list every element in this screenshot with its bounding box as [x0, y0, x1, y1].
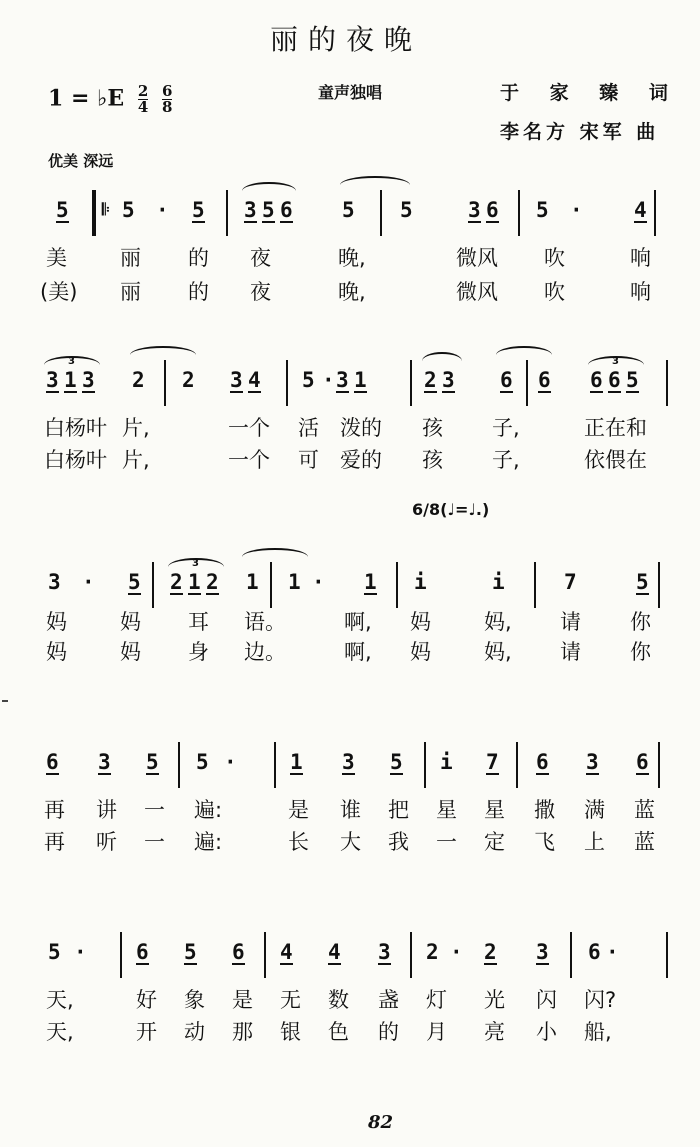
tie [340, 176, 410, 194]
note-high: i [440, 750, 453, 774]
note: 5 [146, 750, 159, 774]
lyric: 耳 [188, 610, 209, 634]
note: 5 [48, 940, 61, 964]
lyric: 夜 [250, 280, 271, 304]
lyric: 闪 [536, 988, 557, 1012]
lyric: 语。 [244, 610, 286, 634]
note: 5 [626, 368, 639, 392]
tie [242, 548, 308, 566]
barline [526, 360, 528, 406]
lyric: 请 [560, 640, 581, 664]
lyric: 亮 [484, 1020, 505, 1044]
lyric: 边。 [244, 640, 286, 664]
note: 3 [536, 940, 549, 964]
note: 1 [354, 368, 367, 392]
lyric: 谁 [340, 798, 361, 822]
lyric: 可 [298, 448, 319, 472]
lyric: 灯 [426, 988, 447, 1012]
lyric: 啊, [344, 610, 372, 634]
note: 2 [484, 940, 497, 964]
lyrics-verse-1 [40, 412, 670, 442]
lyric: 天, [46, 988, 74, 1012]
composer-credit: 李名方 宋军 曲 [500, 121, 660, 143]
lyric: 上 [584, 830, 605, 854]
score-system-5 [40, 932, 670, 978]
lyric: 遍: [194, 830, 223, 854]
barline [534, 562, 536, 608]
lyric: 白杨叶 [44, 416, 107, 440]
lyric: 活 [298, 416, 319, 440]
note: 3 [336, 368, 349, 392]
note: 6 [46, 750, 59, 774]
note: 6 [538, 368, 551, 392]
lyric: 子, [492, 448, 520, 472]
score-system-2 [40, 356, 670, 406]
lyric: 妈, [484, 640, 512, 664]
lyric: 微风 [456, 246, 498, 270]
key-text: 1 = ♭E [48, 85, 125, 112]
lyric: 身 [188, 640, 209, 664]
lyric: 依偎在 [584, 448, 647, 472]
note: 1 [290, 750, 303, 774]
lyric: 撒 [534, 798, 555, 822]
lyric: 白杨叶 [44, 448, 107, 472]
lyric: 一个 [228, 416, 270, 440]
note: 5 [302, 368, 315, 392]
note: 1 [364, 570, 377, 594]
lyric: 丽 [120, 280, 141, 304]
note: 6 [500, 368, 513, 392]
barline [424, 742, 426, 788]
lyric: 遍: [194, 798, 223, 822]
note: 7 [486, 750, 499, 774]
lyric: 定 [484, 830, 505, 854]
lyric: 小 [536, 1020, 557, 1044]
barline [178, 742, 180, 788]
note: 6 [136, 940, 149, 964]
lyric: 动 [184, 1020, 205, 1044]
lyrics-verse-2 [40, 636, 670, 666]
note: 3 [378, 940, 391, 964]
note: 3 [468, 198, 481, 222]
lyric: 妈 [410, 610, 431, 634]
lyric: 的 [378, 1020, 399, 1044]
note: 6 [280, 198, 293, 222]
lyric: 那 [232, 1020, 253, 1044]
note: 5 [390, 750, 403, 774]
lyric: 我 [388, 830, 409, 854]
lyric: 晚, [338, 280, 366, 304]
barline [570, 932, 572, 978]
note: 2 [170, 570, 183, 594]
lyric: 啊, [344, 640, 372, 664]
lyric: 飞 [534, 830, 555, 854]
margin-mark [2, 700, 8, 702]
note: 1 [246, 570, 259, 594]
time-change-marking: 6/8(♩=♩.) [412, 500, 490, 519]
lyric: 星 [484, 798, 505, 822]
note: 2 [206, 570, 219, 594]
lyrics-verse-1 [40, 242, 670, 272]
tie [130, 346, 196, 364]
note: 4 [248, 368, 261, 392]
note: 5 [262, 198, 275, 222]
lyric: 一 [144, 830, 165, 854]
song-title: 丽的夜晚 [270, 23, 423, 56]
lyric: 听 [96, 830, 117, 854]
lyrics-verse-2 [40, 444, 670, 474]
note: 1 [188, 570, 201, 594]
repeat-barline [92, 190, 96, 236]
barline [658, 742, 660, 788]
lyric: 请 [560, 610, 581, 634]
note: 4 [280, 940, 293, 964]
lyric: 子, [492, 416, 520, 440]
note: 3 [82, 368, 95, 392]
lyric: 数 [328, 988, 349, 1012]
note: 6 [590, 368, 603, 392]
barline [120, 932, 122, 978]
lyrics-verse-1 [40, 606, 670, 636]
dot: · [156, 198, 169, 222]
note: 3 [46, 368, 59, 392]
lyric: 美 [46, 246, 67, 270]
dot: · [570, 198, 583, 222]
lyric: 无 [280, 988, 301, 1012]
lyrics-verse-2 [40, 276, 670, 306]
lyric: 妈 [46, 640, 67, 664]
score-system-4 [40, 742, 670, 788]
note: 5 [128, 570, 141, 594]
note: 1 [288, 570, 301, 594]
barline [380, 190, 382, 236]
lyric: 银 [280, 1020, 301, 1044]
barline [396, 562, 398, 608]
lyric: 一 [436, 830, 457, 854]
note: 5 [196, 750, 209, 774]
note: 6 [588, 940, 601, 964]
note: 6 [608, 368, 621, 392]
score-system-3 [40, 558, 670, 608]
lyric: 片, [122, 416, 150, 440]
barline [666, 932, 668, 978]
repeat-sign: 𝄆 [102, 200, 110, 219]
dot: · [450, 940, 463, 964]
lyric: 响 [630, 280, 651, 304]
note: 5 [536, 198, 549, 222]
dot: · [224, 750, 237, 774]
barline [516, 742, 518, 788]
barline [274, 742, 276, 788]
lyric: 长 [288, 830, 309, 854]
lyric: 爱的 [340, 448, 382, 472]
lyric: 星 [436, 798, 457, 822]
note-high: i [414, 570, 427, 594]
lyric: 蓝 [634, 830, 655, 854]
tie [496, 346, 552, 364]
time-signature-1: $\frac{2}{4}$ [137, 82, 149, 116]
note: 2 [426, 940, 439, 964]
lyric: 把 [388, 798, 409, 822]
lyric: 你 [630, 640, 651, 664]
lyric: 微风 [456, 280, 498, 304]
lyric: 妈, [484, 610, 512, 634]
lyric: 一 [144, 798, 165, 822]
lyric: 满 [584, 798, 605, 822]
barline [658, 562, 660, 608]
barline [286, 360, 288, 406]
note: 4 [634, 198, 647, 222]
barline [666, 360, 668, 406]
lyric: 一个 [228, 448, 270, 472]
lyric: 泼的 [340, 416, 382, 440]
note: 5 [192, 198, 205, 222]
lyric: 妈 [120, 610, 141, 634]
lyric: 是 [232, 988, 253, 1012]
barline [410, 360, 412, 406]
note: 6 [536, 750, 549, 774]
lyric: 光 [484, 988, 505, 1012]
lyric: 响 [630, 246, 651, 270]
dot: · [606, 940, 619, 964]
triplet-mark: 3 [68, 356, 75, 367]
lyrics-verse-2 [40, 826, 670, 856]
dot: · [312, 570, 325, 594]
note: 5 [184, 940, 197, 964]
note: 5 [56, 198, 69, 222]
lyric: 船, [584, 1020, 612, 1044]
barline [152, 562, 154, 608]
note: 6 [486, 198, 499, 222]
lyric: 孩 [422, 416, 443, 440]
lyric: 象 [184, 988, 205, 1012]
lyric: 丽 [120, 246, 141, 270]
barline [654, 190, 656, 236]
note: 2 [424, 368, 437, 392]
lyric: (美) [40, 280, 78, 304]
lyric: 夜 [250, 246, 271, 270]
note: 2 [182, 368, 195, 392]
lyric: 好 [136, 988, 157, 1012]
lyric: 的 [188, 280, 209, 304]
lyricist-credit: 于 家 臻 词 [500, 82, 680, 104]
lyric: 你 [630, 610, 651, 634]
note: 1 [64, 368, 77, 392]
lyric: 是 [288, 798, 309, 822]
barline [226, 190, 228, 236]
lyric: 正在和 [584, 416, 647, 440]
barline [518, 190, 520, 236]
tempo-marking: 优美 深远 [48, 152, 114, 170]
lyric: 蓝 [634, 798, 655, 822]
lyric: 月 [426, 1020, 447, 1044]
note: 7 [564, 570, 577, 594]
lyric: 开 [136, 1020, 157, 1044]
key-signature [48, 84, 172, 115]
note: 6 [232, 940, 245, 964]
lyric: 大 [340, 830, 361, 854]
lyrics-verse-1 [40, 984, 670, 1014]
dot: · [74, 940, 87, 964]
score-system-1 [40, 190, 670, 236]
dot: · [322, 368, 335, 392]
note: 3 [586, 750, 599, 774]
barline [264, 932, 266, 978]
lyric: 晚, [338, 246, 366, 270]
lyrics-verse-1 [40, 794, 670, 824]
note: 5 [122, 198, 135, 222]
lyric: 天, [46, 1020, 74, 1044]
lyric: 色 [328, 1020, 349, 1044]
note: 3 [442, 368, 455, 392]
lyric: 片, [122, 448, 150, 472]
note: 3 [244, 198, 257, 222]
dot: · [82, 570, 95, 594]
lyric: 妈 [410, 640, 431, 664]
triplet-mark: 3 [192, 558, 199, 569]
barline [164, 360, 166, 406]
note: 3 [48, 570, 61, 594]
lyrics-verse-2 [40, 1016, 670, 1046]
note-high: i [492, 570, 505, 594]
triplet-mark: 3 [612, 356, 619, 367]
time-signature-2: $\frac{6}{8}$ [162, 82, 173, 116]
lyric: 再 [44, 830, 65, 854]
barline [410, 932, 412, 978]
lyric: 再 [44, 798, 65, 822]
lyric: 孩 [422, 448, 443, 472]
note: 3 [342, 750, 355, 774]
note: 4 [328, 940, 341, 964]
lyric: 吹 [544, 280, 565, 304]
lyric: 吹 [544, 246, 565, 270]
performance-type: 童声独唱 [318, 83, 383, 102]
lyric: 妈 [46, 610, 67, 634]
lyric: 盏 [378, 988, 399, 1012]
note: 6 [636, 750, 649, 774]
note: 5 [636, 570, 649, 594]
lyric: 的 [188, 246, 209, 270]
lyric: 妈 [120, 640, 141, 664]
barline [270, 562, 272, 608]
note: 3 [230, 368, 243, 392]
note: 3 [98, 750, 111, 774]
note: 5 [342, 198, 355, 222]
note: 5 [400, 198, 413, 222]
lyric: 闪? [584, 988, 617, 1012]
lyric: 讲 [96, 798, 117, 822]
page-number: 82 [368, 1112, 394, 1133]
note: 2 [132, 368, 145, 392]
